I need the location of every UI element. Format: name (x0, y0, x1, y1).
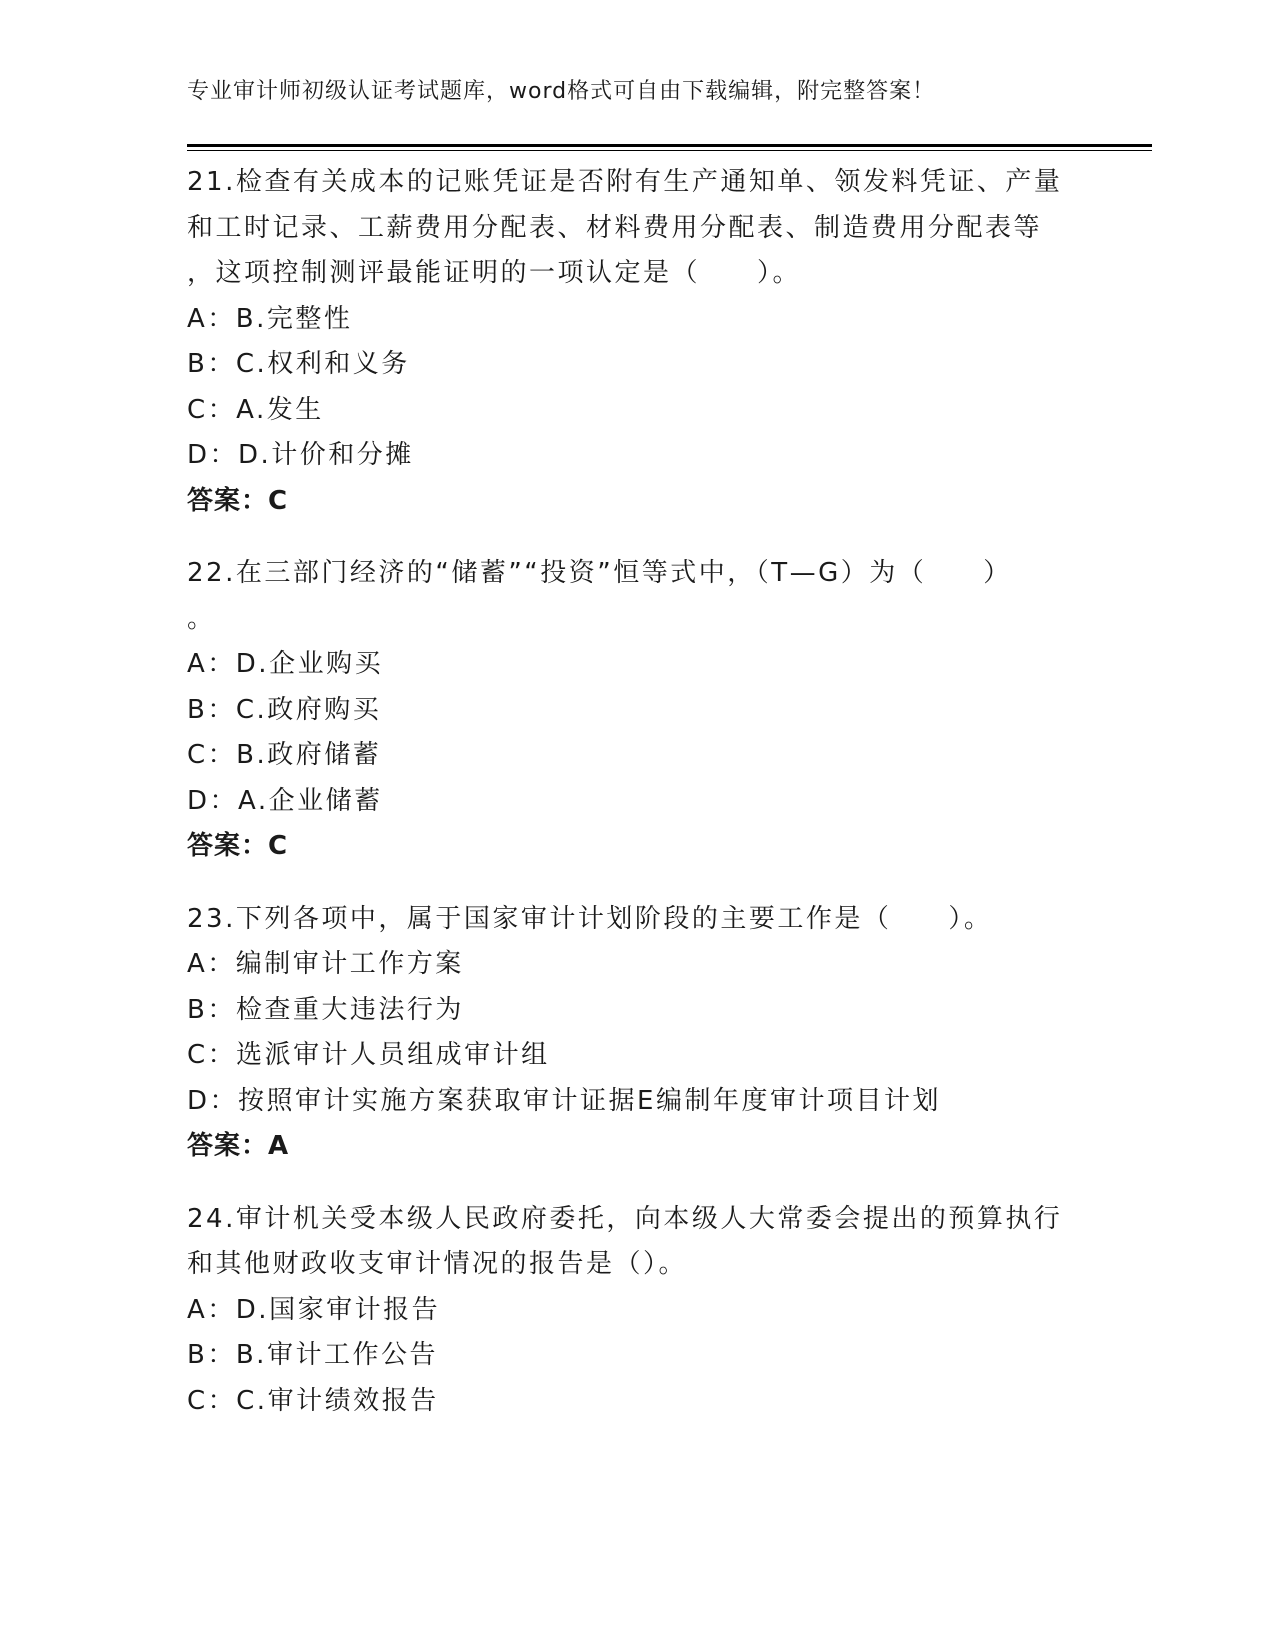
answer-option: C：B.政府储蓄 (187, 740, 382, 770)
question-stem-line: 。 (187, 603, 216, 634)
question-list (187, 160, 1087, 1451)
question-stem-line: 和工时记录、工薪费用分配表、材料费用分配表、制造费用分配表等 (187, 212, 1043, 243)
answer-option: B：C.权利和义务 (187, 349, 410, 379)
answer-option: B：B.审计工作公告 (187, 1340, 438, 1370)
question-block (187, 1197, 1087, 1425)
answer-option: D：按照审计实施方案获取审计证据E编制年度审计项目计划 (187, 1085, 941, 1116)
answer-key: 答案：C (187, 485, 289, 516)
answer-key: 答案：C (187, 831, 289, 861)
header-rule-thin (187, 150, 1152, 151)
answer-option: A：编制审计工作方案 (187, 949, 464, 979)
answer-option: C：A.发生 (187, 394, 324, 425)
answer-option: D：A.企业储蓄 (187, 785, 383, 816)
question-block (187, 160, 1087, 524)
answer-option: B：检查重大违法行为 (187, 994, 464, 1025)
answer-option: A：D.企业购买 (187, 649, 384, 679)
question-stem-line: 和其他财政收支审计情况的报告是（）。 (187, 1249, 688, 1279)
answer-option: D：D.计价和分摊 (187, 440, 414, 470)
answer-option: C：C.审计绩效报告 (187, 1385, 439, 1416)
question-stem-line: 23.下列各项中，属于国家审计计划阶段的主要工作是（ ）。 (187, 903, 993, 934)
answer-option: A：D.国家审计报告 (187, 1294, 441, 1325)
answer-option: B：C.政府购买 (187, 694, 382, 725)
question-block (187, 897, 1087, 1170)
answer-option: C：选派审计人员组成审计组 (187, 1040, 550, 1070)
question-stem-line: 21.检查有关成本的记账凭证是否附有生产通知单、领发料凭证、产量 (187, 167, 1063, 197)
question-stem-line: ，这项控制测评最能证明的一项认定是（ ）。 (187, 258, 802, 288)
question-block (187, 551, 1087, 870)
answer-option: A：B.完整性 (187, 303, 353, 334)
header-title: 专业审计师初级认证考试题库，word格式可自由下载编辑，附完整答案！ (187, 79, 936, 104)
question-stem-line: 24.审计机关受本级人民政府委托，向本级人大常委会提出的预算执行 (187, 1203, 1063, 1234)
header-rule-thick (187, 144, 1152, 147)
question-stem-line: 22.在三部门经济的“储蓄”“投资”恒等式中，（T—G）为（ ） (187, 558, 1012, 588)
answer-key: 答案：A (187, 1131, 290, 1161)
